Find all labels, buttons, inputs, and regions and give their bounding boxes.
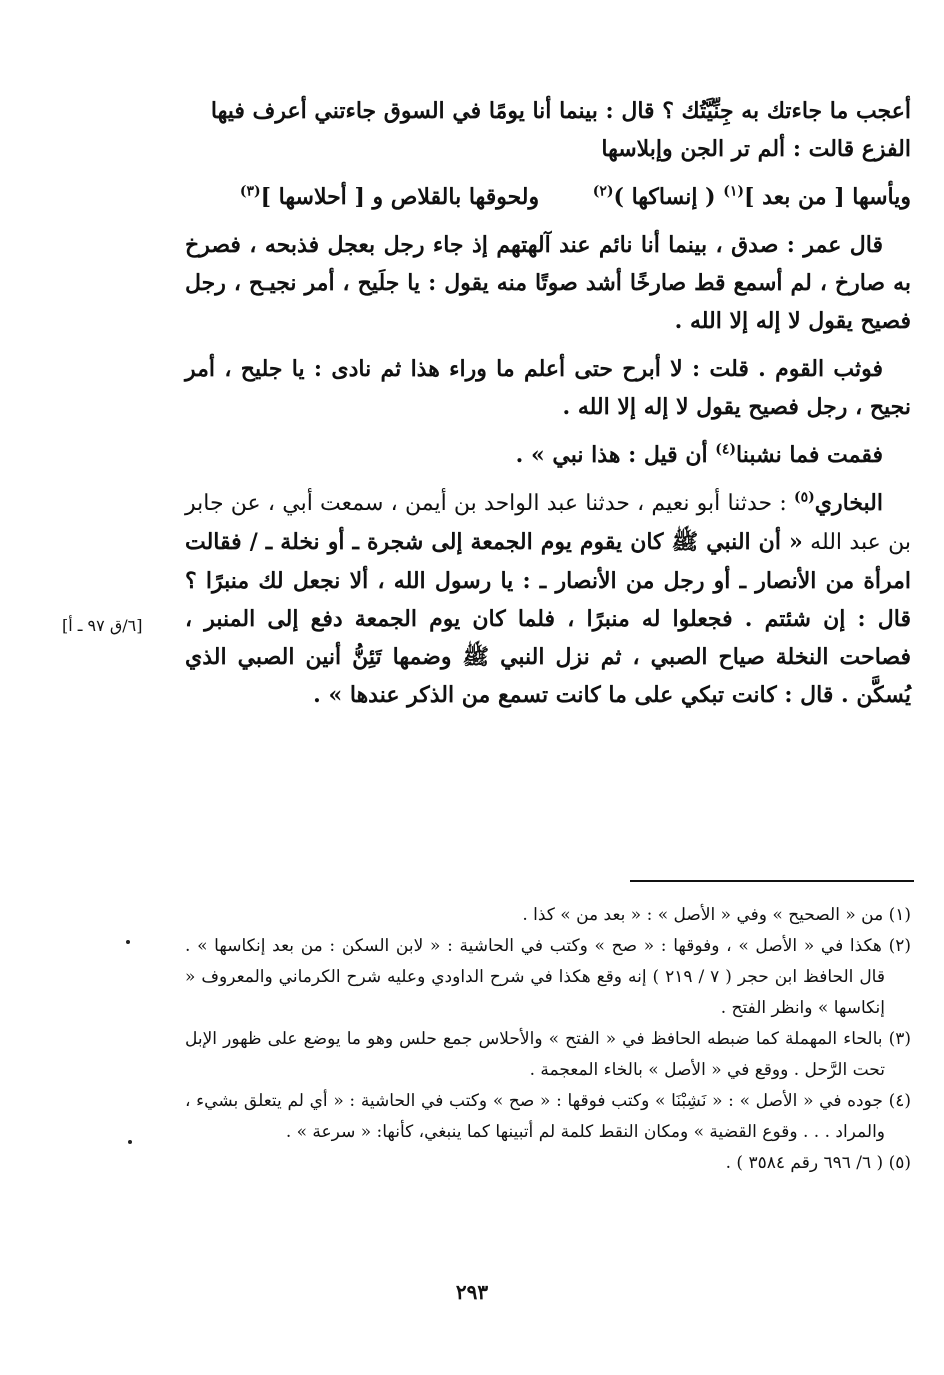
paragraph-1: [185, 92, 911, 168]
verse-line-1: [185, 130, 911, 168]
scan-speck: [126, 940, 130, 944]
verse-fragment: ولحوقها بالقلاص و [ أحلاسها ]: [260, 184, 540, 210]
paragraph-3: فوثب القوم . قلت : لا أبرح حتى أعلم ما وراء هذا ثم نادى : يا جليح ، أمر نجيح ، رجل فصيح يقول لا إله إلا الله .: [185, 356, 911, 420]
text-line: أعجب ما جاءتك به جِنِّيَّتُك ؟ قال : بينما أنا يومًا في السوق جاءتني أعرف فيها: [210, 98, 911, 124]
footnote-2: (٢) هكذا في « الأصل » ، وفوقها : « صح » وكتب في الحاشية : « لابن السكن : من بعد إنكاسها » . قال الحافظ ابن حجر ( ٧ / ٢١٩ ) إنه وقع هكذا في شرح الداودي وعليه شرح الكرماني والمعروف « إنكاسها » وانظر الفتح .: [185, 936, 911, 1018]
scan-speck: [128, 1140, 132, 1144]
verse-fragment: ويأسها [ من بعد ]: [744, 184, 911, 210]
paragraph-4: [185, 436, 911, 474]
manuscript-folio-ref: [٦/ق ٩٧ ـ أ]: [62, 616, 143, 635]
isnad-text: : حدثنا أبو نعيم ، حدثنا عبد الواحد بن أيمن ، سمعت أبي ، عن جابر بن عبد الله: [185, 491, 911, 555]
paragraph-5: [185, 484, 911, 714]
footnote-4: (٤) جوده في « الأصل » : « نَشِبْنَا » وكتب فوقها : « صح » وكتب في الحاشية : « أي لم يتعلق بشيء ، والمراد . . . وقوع القضية » ومكان النقط كلمة لم أتبينها كما ينبغي، كأنها: « سرعة » .: [185, 1091, 911, 1142]
footnote-ref[interactable]: (٣): [239, 183, 261, 200]
footnote-ref[interactable]: (٢): [592, 183, 614, 200]
verse-hemistich: ألم تر الجن وإبلاسها: [601, 136, 786, 162]
verse-line-2: [185, 178, 911, 216]
source-name: البخاري: [814, 490, 883, 516]
text-fragment: أن قيل : هذا نبي » .: [515, 442, 716, 468]
verse-fragment: ( إنساكها ): [613, 184, 716, 210]
footnote-3: (٣) بالحاء المهملة كما ضبطه الحافظ في « الفتح » والأحلاس جمع حلس وهو ما يوضع على ظهور الإبل تحت الرَّحل . ووقع في « الأصل » بالخاء المعجمة .: [185, 1029, 911, 1080]
footnote-1: (١) من « الصحيح » وفي « الأصل » : « بعد من » كذا .: [522, 905, 911, 925]
paragraph-2: قال عمر : صدق ، بينما أنا نائم عند آلهتهم إذ جاء رجل بعجل فذبحه ، فصرخ به صارخ ، لم أسمع قط صارخًا أشد صوتًا منه يقول : يا جلَيح ، أمر نجيـح ، رجل فصيح يقول لا إله إلا الله .: [185, 232, 911, 334]
footnote-ref[interactable]: (١): [723, 183, 744, 200]
footnote-ref[interactable]: (٤): [715, 441, 737, 458]
footnote-5: (٥) ( ٦/ ٦٩٦ رقم ٣٥٨٤ ) .: [725, 1153, 911, 1173]
footnote-divider: [630, 880, 914, 882]
footnote-ref[interactable]: (٥): [794, 489, 815, 506]
page-number: ٢٩٣: [455, 1280, 489, 1304]
hadith-text: « أن النبي ﷺ كان يقوم يوم الجمعة إلى شجرة ـ أو نخلة ـ / فقالت امرأة من الأنصار ـ أو رجل من الأنصار ـ : يا رسول الله ، ألا نجعل لك منبرًا ؟ قال : إن شئتم . فجعلوا له منبرًا ، فلما كان يوم الجمعة دفع إلى المنبر ، فصاحت النخلة صياح الصبي ، ثم نزل النبي ﷺ وضمها تَئِنُّ أنين الصبي الذي يُسكَّن . قال : كانت تبكي على ما كانت تسمع من الذكر عندها » .: [185, 529, 912, 708]
footnotes: [185, 900, 911, 1179]
text-fragment: الفزع قالت :: [792, 136, 911, 162]
text-fragment: فقمت فما نشبنا: [736, 442, 883, 468]
main-text: [185, 92, 911, 724]
